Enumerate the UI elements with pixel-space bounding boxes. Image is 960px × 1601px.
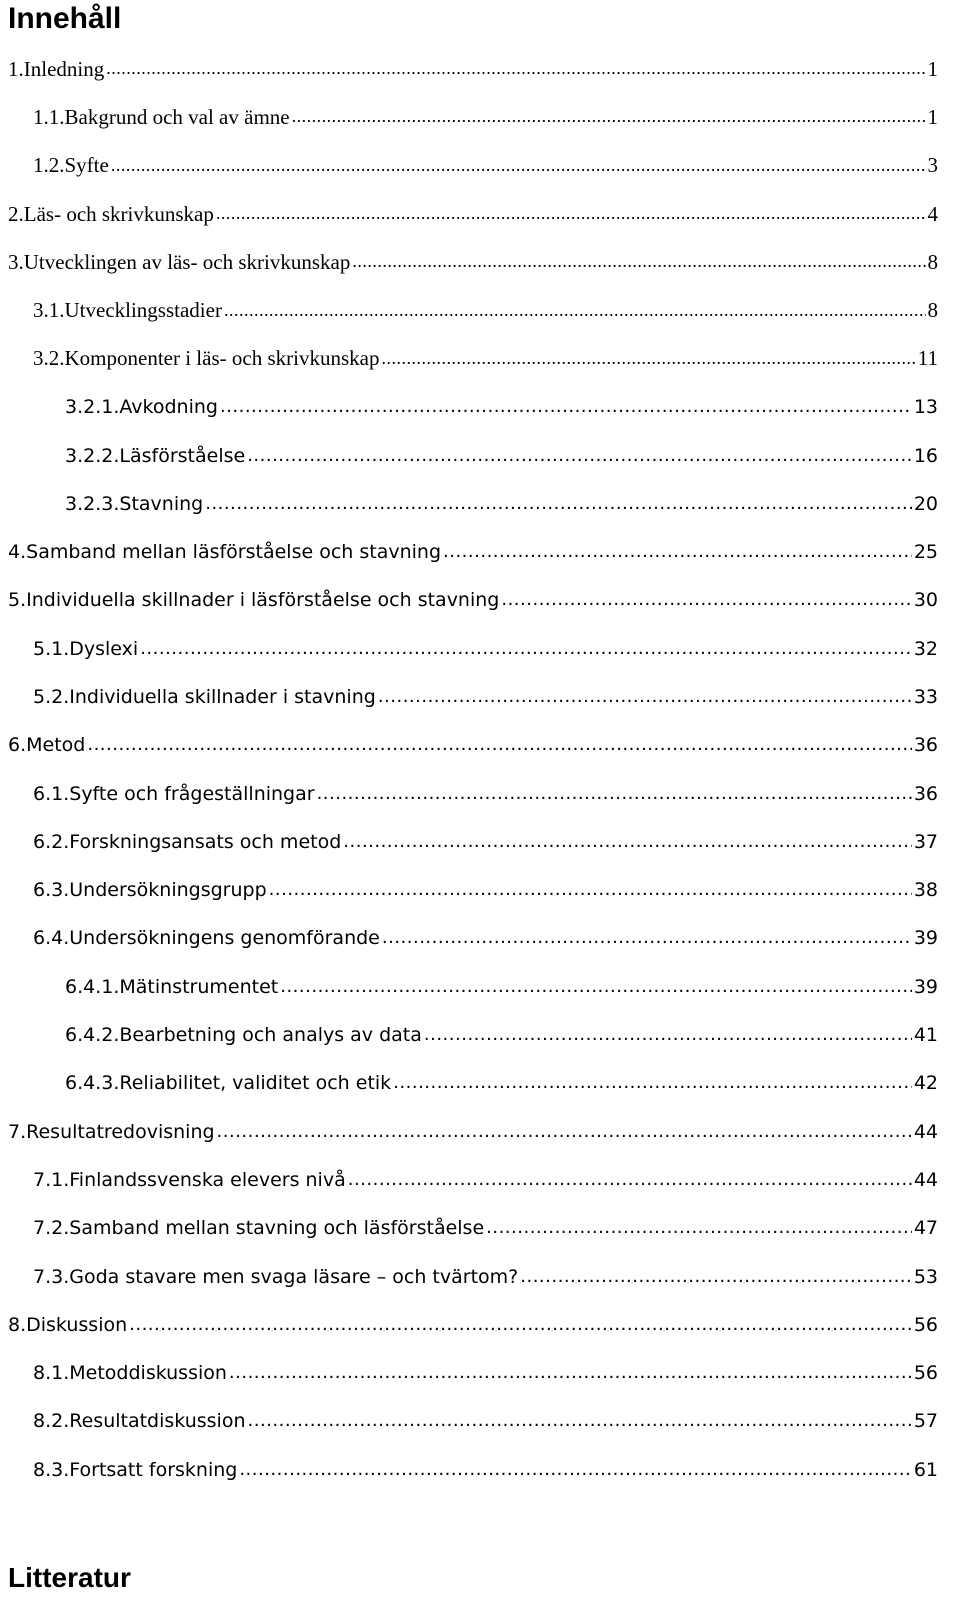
toc-entry-page-number: 20: [913, 492, 938, 515]
toc-entry-title: 6.4.3.Reliabilitet, validitet och etik: [65, 1072, 392, 1095]
toc-entry[interactable]: [0, 238, 960, 286]
toc-entry-page-number: 3: [927, 153, 938, 178]
toc-entry-title: 6.4.2.Bearbetning och analys av data: [65, 1024, 422, 1047]
toc-entry-page-number: 56: [913, 1313, 938, 1336]
toc-entry-title: 6.4.1.Mätinstrumentet: [65, 975, 279, 998]
toc-entry-title: 8.3.Fortsatt forskning: [33, 1458, 238, 1481]
toc-entry[interactable]: [0, 576, 960, 624]
toc-dot-leader: [239, 1459, 911, 1481]
toc-dot-leader: [378, 686, 912, 708]
toc-entry[interactable]: [0, 963, 960, 1011]
toc-entry-page-number: 36: [913, 782, 938, 805]
toc-entry-title: 5.1.Dyslexi: [33, 637, 139, 660]
toc-entry-title: 6.Metod: [8, 734, 86, 757]
toc-entry[interactable]: [0, 1059, 960, 1107]
toc-dot-leader: [343, 831, 912, 853]
toc-entry-title: 1.1.Bakgrund och val av ämne: [33, 104, 290, 129]
toc-entry-title: 6.1.Syfte och frågeställningar: [33, 782, 315, 805]
toc-dot-leader: [393, 1072, 912, 1094]
toc-entry-page-number: 36: [913, 734, 938, 757]
toc-entry-title: 7.Resultatredovisning: [8, 1120, 215, 1143]
toc-dot-leader: [111, 155, 926, 177]
toc-entry-page-number: 38: [913, 879, 938, 902]
toc-entry[interactable]: [0, 673, 960, 721]
toc-dot-leader: [501, 589, 911, 611]
toc-entry[interactable]: [0, 769, 960, 817]
toc-entry[interactable]: [0, 528, 960, 576]
toc-dot-leader: [348, 1169, 912, 1191]
toc-entry-page-number: 11: [917, 346, 938, 371]
page-title: Innehåll: [8, 2, 122, 35]
toc-entry-title: 5.Individuella skillnader i läsförståelse och stavning: [8, 589, 500, 612]
toc-entry-page-number: 57: [913, 1410, 938, 1433]
toc-entry[interactable]: [0, 1156, 960, 1204]
toc-dot-leader: [424, 1024, 912, 1046]
toc-entry-page-number: 37: [913, 830, 938, 853]
toc-entry-page-number: 42: [913, 1072, 938, 1095]
toc-entry[interactable]: [0, 1108, 960, 1156]
toc-dot-leader: [443, 541, 912, 563]
table-of-contents: [0, 45, 960, 1494]
toc-dot-leader: [382, 927, 912, 949]
toc-dot-leader: [129, 1314, 912, 1336]
toc-entry[interactable]: [0, 142, 960, 190]
toc-entry[interactable]: [0, 721, 960, 769]
toc-dot-leader: [381, 348, 915, 370]
toc-entry-title: 5.2.Individuella skillnader i stavning: [33, 686, 376, 708]
toc-entry-title: 7.3.Goda stavare men svaga läsare – och tvärtom?: [33, 1265, 519, 1288]
toc-entry-page-number: 16: [913, 444, 938, 467]
toc-entry-page-number: 30: [913, 589, 938, 612]
toc-entry-title: 1.2.Syfte: [33, 153, 109, 178]
toc-entry-title: 6.2.Forskningsansats och metod: [33, 830, 342, 853]
toc-entry-page-number: 53: [913, 1265, 938, 1288]
toc-entry-page-number: 8: [927, 298, 938, 323]
toc-entry[interactable]: [0, 383, 960, 431]
toc-entry-page-number: 56: [913, 1362, 938, 1385]
toc-entry[interactable]: [0, 93, 960, 141]
toc-dot-leader: [220, 396, 912, 418]
toc-entry-title: 2.Läs- och skrivkunskap: [8, 201, 214, 226]
toc-dot-leader: [269, 879, 912, 901]
toc-dot-leader: [217, 1121, 912, 1143]
toc-entry[interactable]: [0, 1349, 960, 1397]
toc-dot-leader: [520, 1266, 912, 1288]
toc-entry-page-number: 25: [913, 541, 938, 564]
toc-entry-title: 6.4.Undersökningens genomförande: [33, 927, 380, 950]
toc-dot-leader: [106, 58, 925, 80]
toc-entry[interactable]: [0, 1252, 960, 1300]
toc-entry[interactable]: [0, 1397, 960, 1445]
toc-dot-leader: [247, 445, 912, 467]
toc-entry-page-number: 44: [913, 1120, 938, 1143]
toc-entry-title: 4.Samband mellan läsförståelse och stavning: [8, 541, 442, 564]
section-heading-litteratur: Litteratur: [8, 1562, 131, 1593]
toc-entry-title: 3.2.1.Avkodning: [65, 396, 218, 419]
toc-dot-leader: [229, 1362, 912, 1384]
toc-dot-leader: [280, 976, 912, 998]
toc-entry-page-number: 13: [913, 396, 938, 419]
toc-entry-page-number: 41: [913, 1024, 938, 1047]
toc-entry-title: 1.Inledning: [8, 56, 105, 81]
toc-dot-leader: [87, 734, 911, 756]
toc-entry-page-number: 47: [913, 1217, 938, 1240]
toc-dot-leader: [224, 300, 926, 322]
toc-entry[interactable]: [0, 866, 960, 914]
toc-entry-page-number: 39: [913, 927, 938, 950]
toc-entry-title: 8.Diskussion: [8, 1313, 128, 1336]
toc-entry-page-number: 8: [927, 249, 938, 274]
toc-entry-title: 7.1.Finlandssvenska elevers nivå: [33, 1168, 346, 1191]
toc-entry-title: 3.1.Utvecklingsstadier: [33, 298, 222, 323]
toc-entry[interactable]: [0, 1446, 960, 1494]
toc-entry[interactable]: [0, 45, 960, 93]
toc-entry-title: 3.2.2.Läsförståelse: [65, 444, 246, 467]
toc-entry[interactable]: [0, 914, 960, 962]
toc-dot-leader: [486, 1217, 912, 1239]
toc-dot-leader: [248, 1410, 912, 1432]
toc-entry-title: 3.2.3.Stavning: [65, 492, 204, 515]
toc-entry-page-number: 4: [927, 201, 938, 226]
toc-entry[interactable]: [0, 286, 960, 334]
toc-entry-page-number: 32: [913, 637, 938, 660]
toc-entry[interactable]: [0, 431, 960, 479]
toc-entry[interactable]: [0, 818, 960, 866]
toc-dot-leader: [352, 251, 925, 273]
toc-entry-page-number: 39: [913, 975, 938, 998]
toc-entry-title: 3.2.Komponenter i läs- och skrivkunskap: [33, 346, 380, 371]
toc-entry[interactable]: [0, 1301, 960, 1349]
toc-entry[interactable]: [0, 625, 960, 673]
toc-entry-page-number: 1: [927, 104, 938, 129]
toc-entry[interactable]: [0, 190, 960, 238]
toc-entry-title: 6.3.Undersökningsgrupp: [33, 879, 267, 902]
toc-dot-leader: [292, 106, 926, 128]
toc-dot-leader: [317, 783, 912, 805]
toc-entry-page-number: 44: [913, 1168, 938, 1191]
toc-entry[interactable]: [0, 1011, 960, 1059]
toc-entry[interactable]: [0, 480, 960, 528]
toc-entry[interactable]: [0, 1204, 960, 1252]
toc-entry-title: 3.Utvecklingen av läs- och skrivkunskap: [8, 249, 351, 274]
toc-entry-page-number: 1: [927, 56, 938, 81]
toc-dot-leader: [205, 493, 912, 515]
toc-entry-page-number: 33: [913, 686, 938, 708]
toc-entry-title: 7.2.Samband mellan stavning och läsförståelse: [33, 1217, 485, 1240]
toc-entry-page-number: 61: [913, 1458, 938, 1481]
toc-dot-leader: [140, 638, 912, 660]
toc-dot-leader: [216, 203, 926, 225]
toc-entry-title: 8.2.Resultatdiskussion: [33, 1410, 246, 1433]
toc-entry-title: 8.1.Metoddiskussion: [33, 1362, 227, 1385]
toc-entry[interactable]: [0, 335, 960, 383]
